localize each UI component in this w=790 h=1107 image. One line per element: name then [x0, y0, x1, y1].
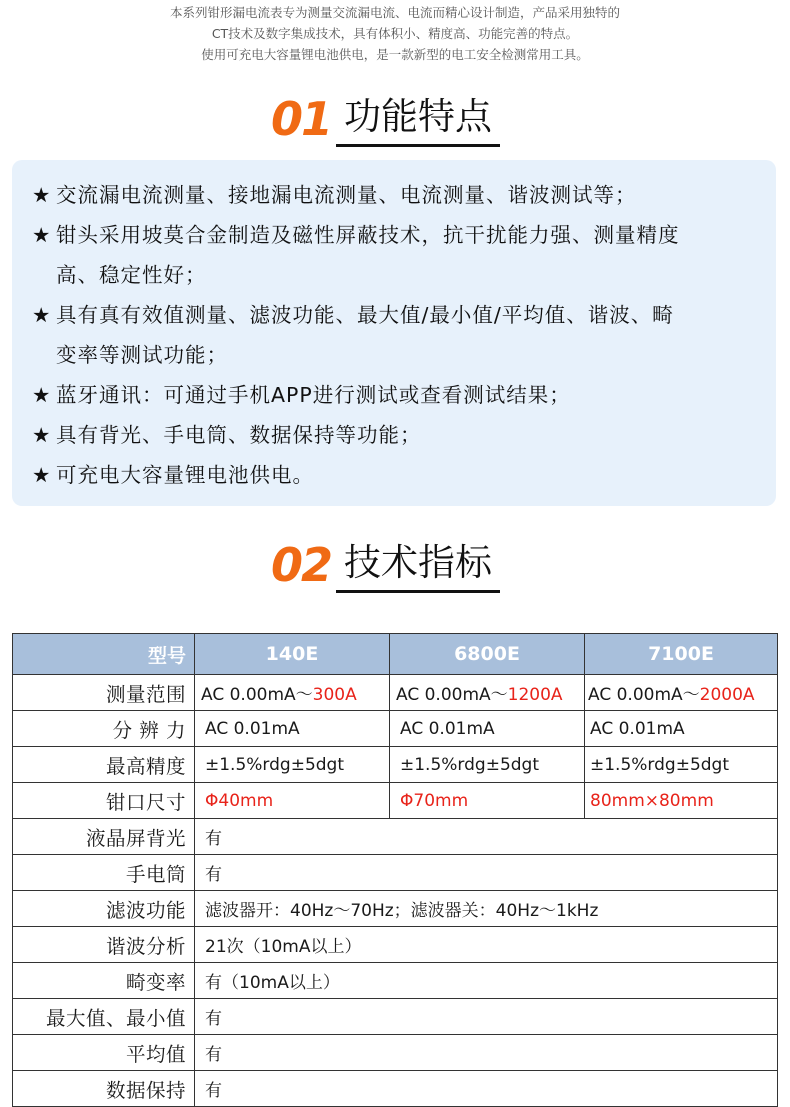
star-icon: ★ [32, 423, 52, 447]
row-label: 液晶屏背光 [13, 819, 195, 855]
feature-text: 蓝牙通讯：可通过手机APP进行测试或查看测试结果； [56, 383, 571, 407]
spec-table [12, 633, 778, 1107]
row-label: 滤波功能 [13, 891, 195, 927]
table-row [13, 855, 778, 891]
feature-item [32, 215, 774, 295]
table-row [13, 999, 778, 1035]
intro-line: CT技术及数字集成技术，具有体积小、精度高、功能完善的特点。 [211, 26, 579, 41]
header-cell-7100e: 7100E [585, 634, 778, 675]
range-prefix: AC 0.00mA～ [201, 685, 313, 705]
range-prefix: AC 0.00mA～ [588, 685, 700, 705]
table-cell [390, 675, 585, 711]
table-row [13, 675, 778, 711]
feature-item [32, 415, 774, 455]
table-cell [195, 675, 390, 711]
range-max: 2000A [699, 685, 755, 705]
range-max: 300A [312, 685, 357, 705]
star-icon: ★ [32, 463, 52, 487]
table-cell: 有（10mA以上） [195, 963, 778, 999]
star-icon: ★ [32, 383, 52, 407]
table-row [13, 783, 778, 819]
section-title: 技术指标 [336, 540, 500, 593]
table-cell: 有 [195, 855, 778, 891]
feature-text: 可充电大容量锂电池供电。 [56, 463, 314, 487]
features-list [12, 160, 776, 495]
feature-text: 具有真有效值测量、滤波功能、最大值/最小值/平均值、谐波、畸 [56, 303, 674, 327]
row-label: 测量范围 [13, 675, 195, 711]
table-cell: Φ40mm [195, 783, 390, 819]
intro-text [0, 2, 790, 65]
table-cell: 有 [195, 819, 778, 855]
table-cell: 滤波器开：40Hz～70Hz；滤波器关：40Hz～1kHz [195, 891, 778, 927]
table-cell: AC 0.01mA [195, 711, 390, 747]
table-cell: 有 [195, 1035, 778, 1071]
star-icon: ★ [32, 183, 52, 207]
table-cell: ±1.5%rdg±5dgt [390, 747, 585, 783]
intro-line: 使用可充电大容量锂电池供电，是一款新型的电工安全检测常用工具。 [201, 47, 589, 62]
header-cell-model: 型号 [13, 634, 195, 675]
header-cell-140e: 140E [195, 634, 390, 675]
row-label: 分 辨 力 [13, 711, 195, 747]
table-row [13, 819, 778, 855]
table-row [13, 1071, 778, 1107]
table-cell: ±1.5%rdg±5dgt [195, 747, 390, 783]
table-row [13, 927, 778, 963]
table-row [13, 1035, 778, 1071]
row-label: 最高精度 [13, 747, 195, 783]
table-cell: 21次（10mA以上） [195, 927, 778, 963]
row-label: 畸变率 [13, 963, 195, 999]
table-cell: Φ70mm [390, 783, 585, 819]
header-cell-6800e: 6800E [390, 634, 585, 675]
feature-text-cont: 变率等测试功能； [56, 343, 228, 367]
star-icon: ★ [32, 303, 52, 327]
table-cell: 有 [195, 1071, 778, 1107]
feature-item [32, 175, 774, 215]
intro-line: 本系列钳形漏电流表专为测量交流漏电流、电流而精心设计制造，产品采用独特的 [169, 5, 620, 20]
feature-item [32, 375, 774, 415]
table-header-row [13, 634, 778, 675]
row-label: 谐波分析 [13, 927, 195, 963]
feature-text: 具有背光、手电筒、数据保持等功能； [56, 423, 422, 447]
table-row [13, 963, 778, 999]
table-cell: AC 0.01mA [390, 711, 585, 747]
table-cell: ±1.5%rdg±5dgt [585, 747, 778, 783]
row-label: 数据保持 [13, 1071, 195, 1107]
section-title: 功能特点 [336, 94, 500, 147]
row-label: 最大值、最小值 [13, 999, 195, 1035]
table-row [13, 711, 778, 747]
feature-item [32, 295, 774, 375]
range-max: 1200A [507, 685, 563, 705]
section-heading-features [0, 92, 790, 152]
row-label: 平均值 [13, 1035, 195, 1071]
table-cell [585, 675, 778, 711]
table-cell: 有 [195, 999, 778, 1035]
feature-item [32, 455, 774, 495]
section-number: 01 [271, 92, 332, 146]
features-panel [12, 160, 776, 506]
star-icon: ★ [32, 223, 52, 247]
section-number: 02 [271, 538, 332, 592]
range-prefix: AC 0.00mA～ [396, 685, 508, 705]
table-cell: 80mm×80mm [585, 783, 778, 819]
feature-text-cont: 高、稳定性好； [56, 263, 207, 287]
feature-text: 交流漏电流测量、接地漏电流测量、电流测量、谐波测试等； [56, 183, 637, 207]
section-heading-specs [0, 538, 790, 598]
table-cell: AC 0.01mA [585, 711, 778, 747]
row-label: 钳口尺寸 [13, 783, 195, 819]
table-row [13, 891, 778, 927]
row-label: 手电筒 [13, 855, 195, 891]
table-row [13, 747, 778, 783]
feature-text: 钳头采用坡莫合金制造及磁性屏蔽技术，抗干扰能力强、测量精度 [56, 223, 680, 247]
